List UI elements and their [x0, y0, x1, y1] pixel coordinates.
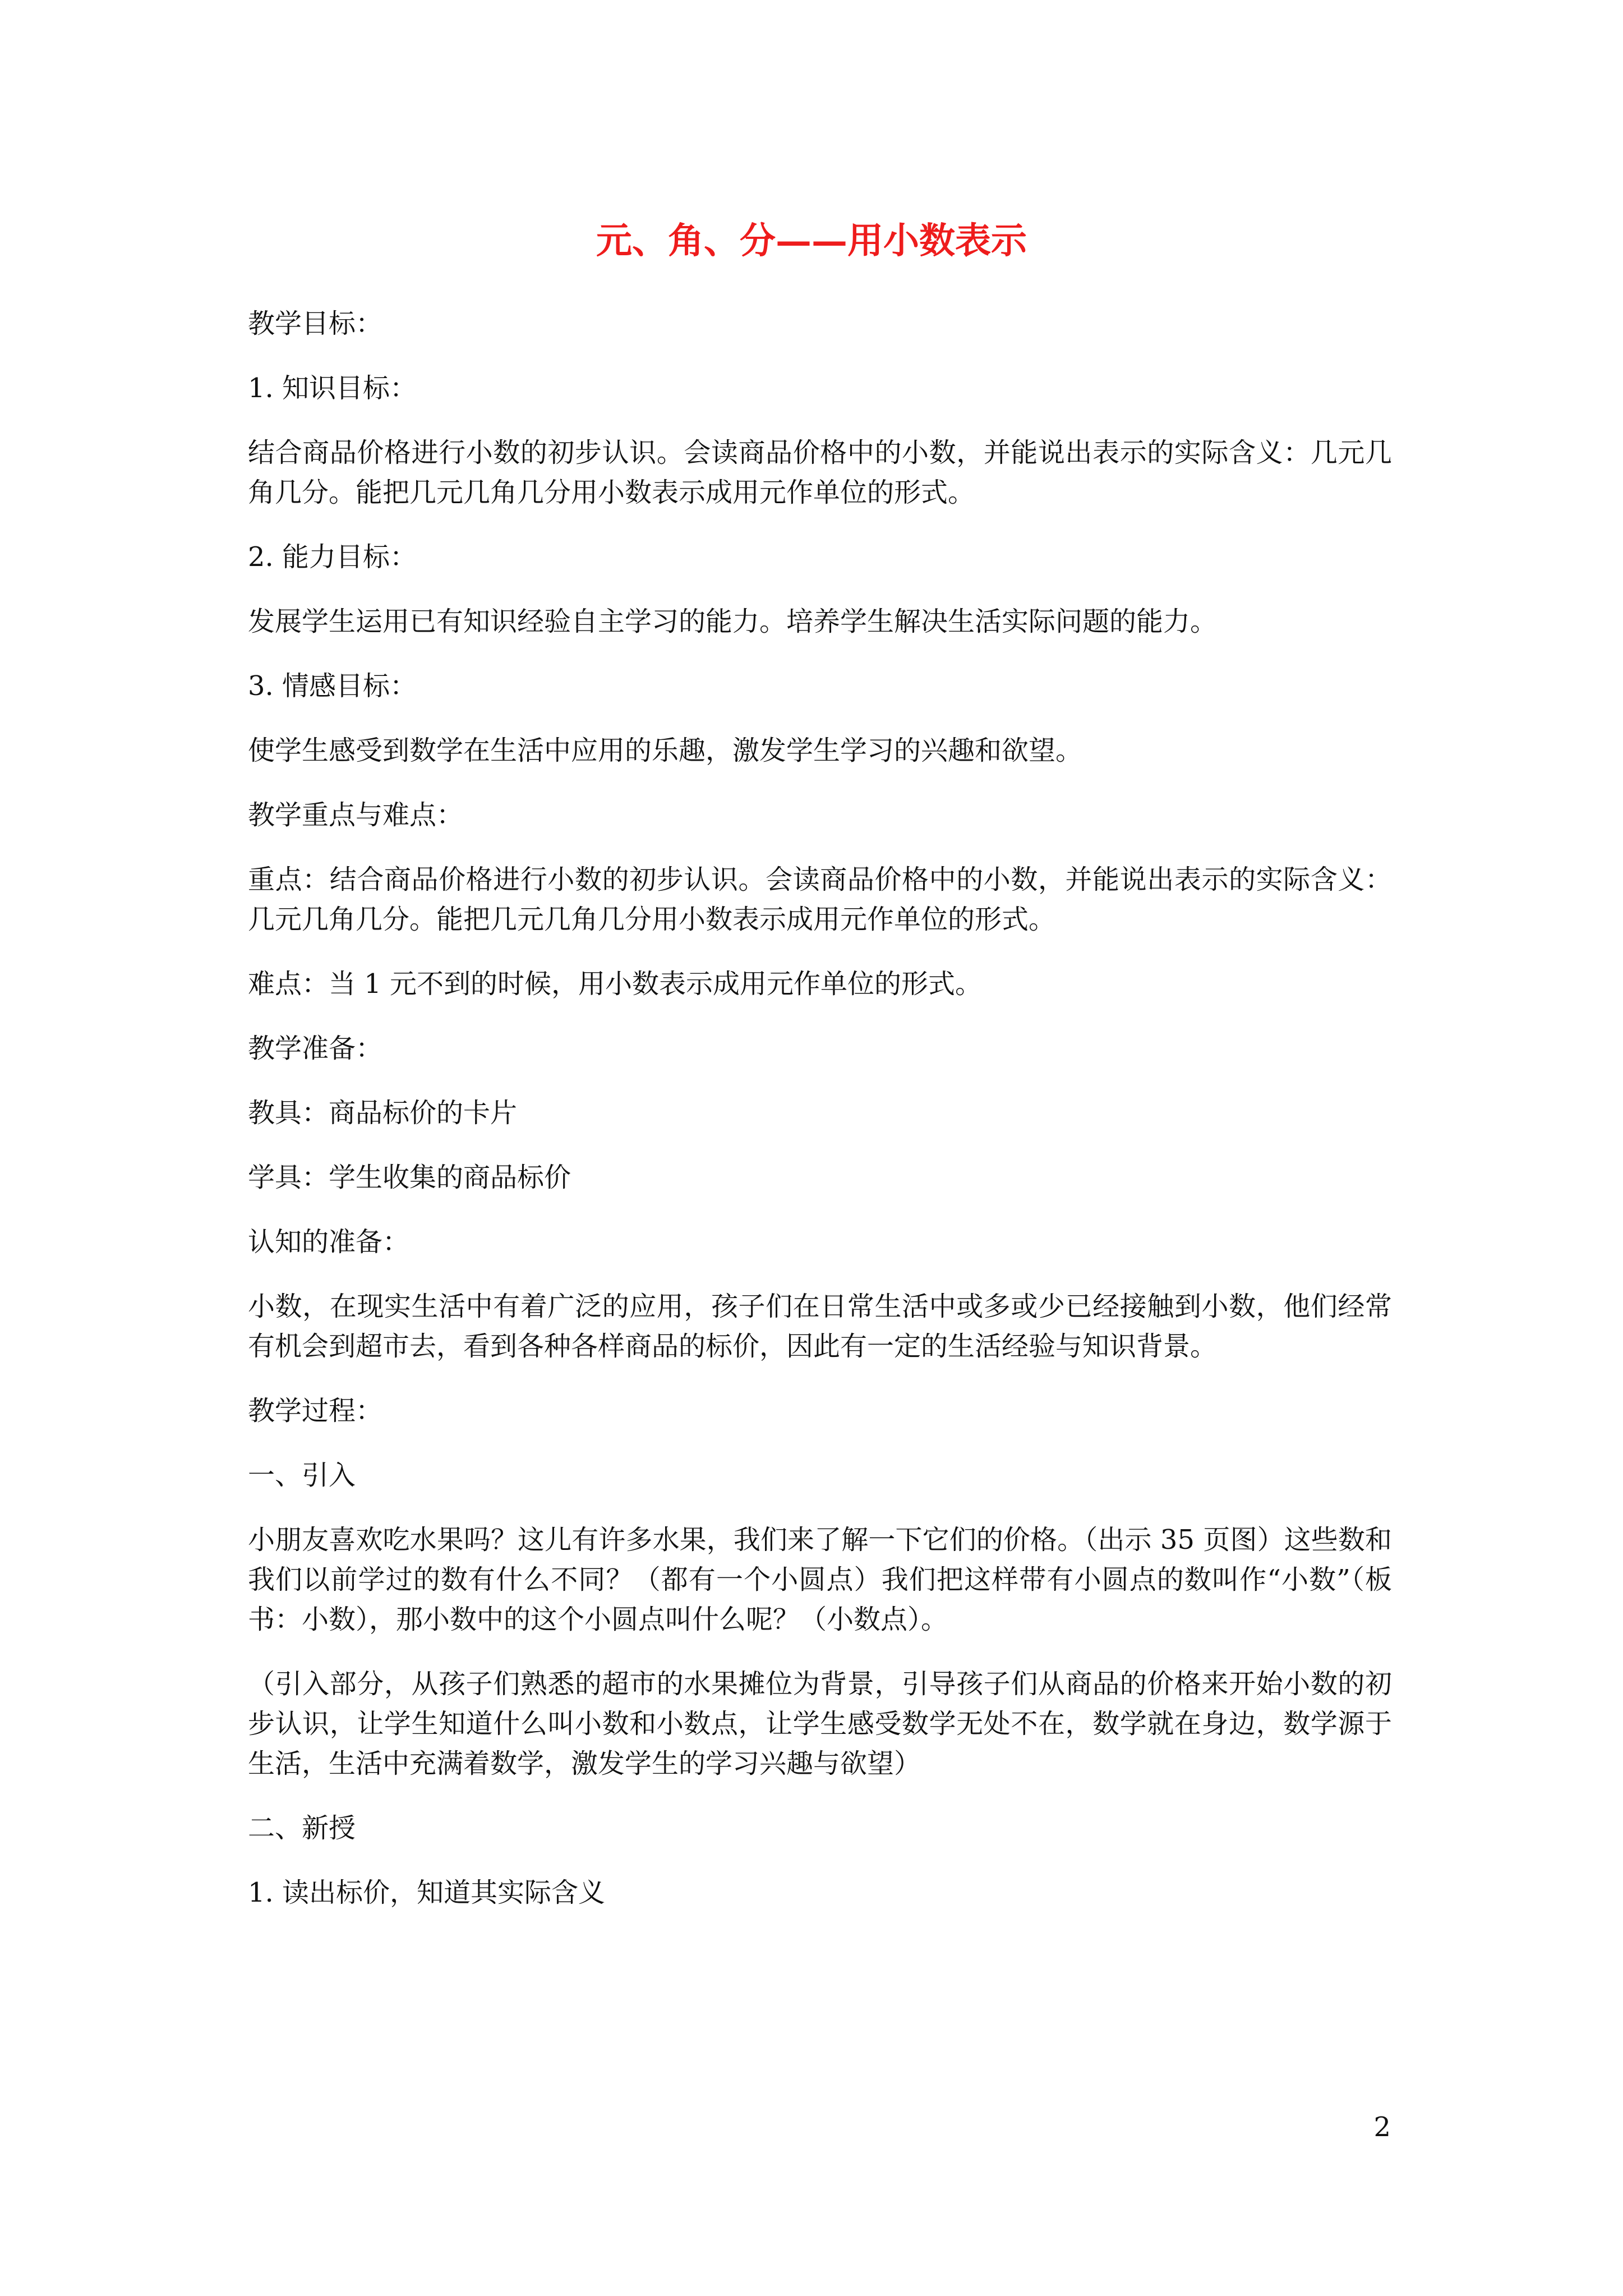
paragraph-cognitive-preparation: 小数，在现实生活中有着广泛的应用，孩子们在日常生活中或多或少已经接触到小数，他们经常有机会到超市去，看到各种各样商品的标价，因此有一定的生活经验与知识背景。 — [248, 1291, 1392, 1362]
heading-teaching-objectives: 教学目标： — [248, 308, 383, 339]
paragraph-emotional-objective: 使学生感受到数学在生活中应用的乐趣，激发学生学习的兴趣和欲望。 — [248, 735, 1083, 766]
paragraph-difficult-point: 难点：当 1 元不到的时候，用小数表示成用元作单位的形式。 — [248, 968, 983, 1000]
heading-ability-objective: 2. 能力目标： — [248, 541, 417, 573]
heading-teaching-preparation: 教学准备： — [248, 1033, 383, 1064]
heading-new-lesson: 二、新授 — [248, 1812, 356, 1844]
heading-teaching-process: 教学过程： — [248, 1395, 383, 1427]
paragraph-learning-aids: 学具：学生收集的商品标价 — [248, 1162, 571, 1193]
heading-knowledge-objective: 1. 知识目标： — [248, 372, 417, 404]
heading-cognitive-preparation: 认知的准备： — [248, 1226, 410, 1258]
paragraph-introduction: 小朋友喜欢吃水果吗？这儿有许多水果，我们来了解一下它们的价格。（出示 35 页图）这些数和我们以前学过的数有什么不同？（都有一个小圆点）我们把这样带有小圆点的数叫作“小数”（板书：小数），那小数中的这个小圆点叫什么呢？（小数点）。 — [248, 1524, 1392, 1635]
paragraph-introduction-note: （引入部分，从孩子们熟悉的超市的水果摊位为背景，引导孩子们从商品的价格来开始小数的初步认识，让学生知道什么叫小数和小数点，让学生感受数学无处不在，数学就在身边，数学源于生活，生活中充满着数学，激发学生的学习兴趣与欲望） — [248, 1668, 1392, 1779]
paragraph-knowledge-objective: 结合商品价格进行小数的初步认识。会读商品价格中的小数，并能说出表示的实际含义：几元几角几分。能把几元几角几分用小数表示成用元作单位的形式。 — [248, 437, 1392, 508]
document-title: 元、角、分——用小数表示 — [596, 220, 1027, 262]
paragraph-key-point: 重点：结合商品价格进行小数的初步认识。会读商品价格中的小数，并能说出表示的实际含义：几元几角几分。能把几元几角几分用小数表示成用元作单位的形式。 — [248, 864, 1392, 935]
paragraph-ability-objective: 发展学生运用已有知识经验自主学习的能力。培养学生解决生活实际问题的能力。 — [248, 606, 1218, 637]
heading-key-points: 教学重点与难点： — [248, 799, 464, 831]
page-number: 2 — [1373, 2111, 1391, 2143]
paragraph-teaching-aids: 教具：商品标价的卡片 — [248, 1097, 518, 1129]
heading-emotional-objective: 3. 情感目标： — [248, 670, 417, 702]
heading-read-price-tags: 1. 读出标价，知道其实际含义 — [248, 1877, 606, 1908]
heading-introduction: 一、引入 — [248, 1460, 356, 1491]
document-body — [248, 292, 1392, 1925]
